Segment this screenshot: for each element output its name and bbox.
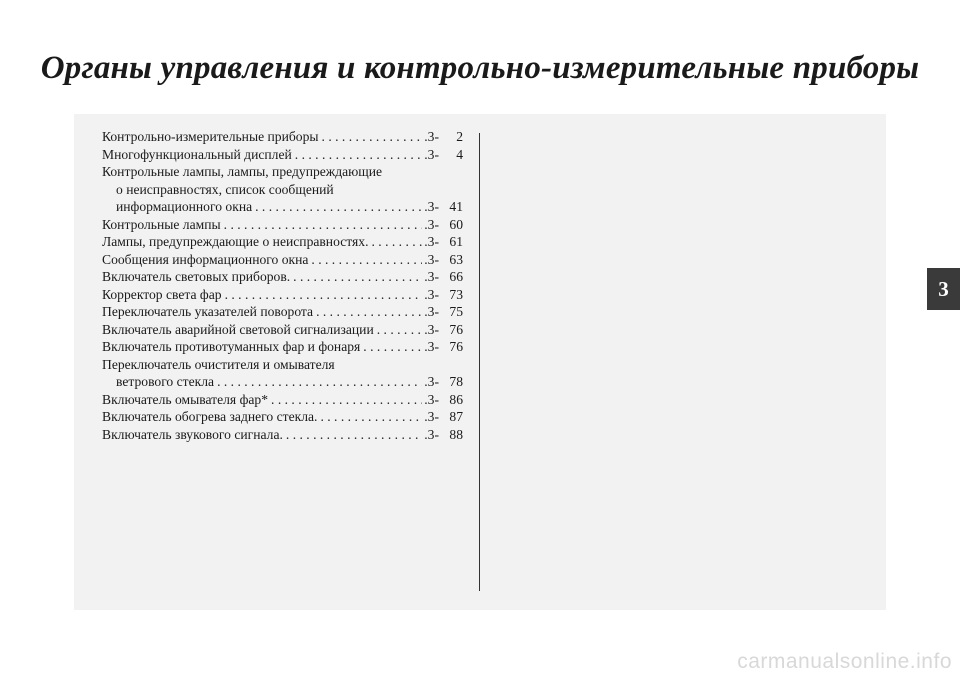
toc-entry-label: Включатель омывателя фар* [102, 391, 269, 407]
dot-leader [368, 233, 422, 251]
dot-leader [214, 373, 422, 391]
toc-entry[interactable] [102, 198, 463, 216]
toc-entry[interactable] [102, 128, 463, 146]
toc-chapter-ref: .3- [424, 216, 439, 232]
dot-leader [283, 426, 422, 444]
toc-chapter-ref: .3- [424, 321, 439, 337]
toc-entry[interactable] [102, 268, 463, 286]
dot-leader [308, 251, 422, 269]
toc-entry-label: ветрового стекла [116, 374, 215, 389]
toc-entry-line: о неисправностях, список сообщений [116, 181, 334, 197]
chapter-tab[interactable]: 3 [927, 268, 960, 310]
dot-leader [374, 321, 423, 339]
toc-chapter-ref: .3- [424, 391, 439, 407]
toc-entry-label: Включатель световых приборов. [102, 269, 291, 284]
dot-leader [319, 128, 423, 146]
dot-leader [221, 216, 423, 234]
toc-page-number: 88 [449, 426, 463, 442]
dot-leader [222, 286, 423, 304]
toc-entry[interactable] [102, 233, 463, 251]
toc-chapter-ref: .3- [424, 374, 439, 389]
toc-entry-label: Корректор света фар [102, 286, 222, 302]
toc-page-number: 73 [449, 286, 463, 302]
dot-leader [252, 198, 422, 216]
toc-chapter-ref: .3- [424, 251, 439, 267]
toc-entry-label: Контрольно-измерительные приборы [102, 129, 319, 144]
dot-leader [317, 408, 422, 426]
toc-chapter-ref: .3- [424, 304, 439, 319]
toc-page-number: 60 [449, 216, 463, 232]
toc-entry[interactable] [102, 373, 463, 391]
toc-chapter-ref: .3- [424, 426, 439, 442]
toc-entry[interactable] [102, 338, 463, 356]
toc-entry-label: Переключатель указателей поворота [102, 304, 314, 319]
toc-page-number: 76 [449, 339, 463, 354]
toc-chapter-ref: .3- [424, 234, 439, 249]
toc-entry-line: Контрольные лампы, лампы, предупреждающие [102, 164, 383, 179]
toc-entry-label: Контрольные лампы [102, 216, 221, 232]
dot-leader [290, 268, 422, 286]
dot-leader [292, 146, 422, 164]
dot-leader [360, 338, 422, 356]
toc-entry[interactable] [102, 286, 463, 304]
toc-page-number: 66 [449, 269, 463, 284]
toc-page-number: 41 [449, 199, 463, 214]
toc-page-number: 4 [456, 146, 463, 162]
toc-page-number: 63 [449, 251, 463, 267]
toc-page-number: 78 [449, 374, 463, 389]
toc-chapter-ref: .3- [424, 129, 439, 144]
toc-chapter-ref: .3- [424, 409, 439, 424]
toc-entry-label: Включатель звукового сигнала. [102, 426, 283, 442]
toc-chapter-ref: .3- [424, 286, 439, 302]
toc-entry-label: Многофункциональный дисплей [102, 146, 292, 162]
watermark: carmanualsonline.info [737, 650, 952, 673]
toc-page-number: 76 [449, 321, 463, 337]
table-of-contents [102, 128, 463, 443]
toc-entry-label: Лампы, предупреждающие о неисправностях. [102, 234, 369, 249]
toc-entry[interactable] [102, 251, 463, 269]
toc-page-number: 61 [449, 234, 463, 249]
toc-entry-label: Сообщения информационного окна [102, 251, 309, 267]
column-divider [479, 133, 480, 591]
toc-chapter-ref: .3- [424, 269, 439, 284]
dot-leader [313, 303, 422, 321]
toc-chapter-ref: .3- [424, 199, 439, 214]
toc-entry[interactable] [102, 216, 463, 234]
toc-chapter-ref: .3- [424, 146, 439, 162]
dot-leader [268, 391, 422, 409]
toc-page-number: 75 [449, 304, 463, 319]
toc-chapter-ref: .3- [424, 339, 439, 354]
toc-entry-label: Включатель аварийной световой сигнализации [102, 321, 374, 337]
toc-entry-line: Переключатель очистителя и омывателя [102, 356, 335, 372]
toc-entry[interactable] [102, 408, 463, 426]
toc-entry-label: Включатель обогрева заднего стекла. [102, 409, 318, 424]
toc-entry-label: Включатель противотуманных фар и фонаря [102, 339, 361, 354]
toc-entry[interactable] [102, 391, 463, 409]
toc-page-number: 87 [449, 409, 463, 424]
toc-entry-label: информационного окна [116, 199, 253, 214]
toc-entry[interactable] [102, 146, 463, 164]
page-title: Органы управления и контрольно-измерительные приборы [40, 50, 920, 86]
toc-entry[interactable] [102, 426, 463, 444]
toc-entry[interactable] [102, 321, 463, 339]
toc-page-number: 86 [449, 391, 463, 407]
toc-entry[interactable] [102, 303, 463, 321]
toc-page-number: 2 [456, 129, 463, 144]
